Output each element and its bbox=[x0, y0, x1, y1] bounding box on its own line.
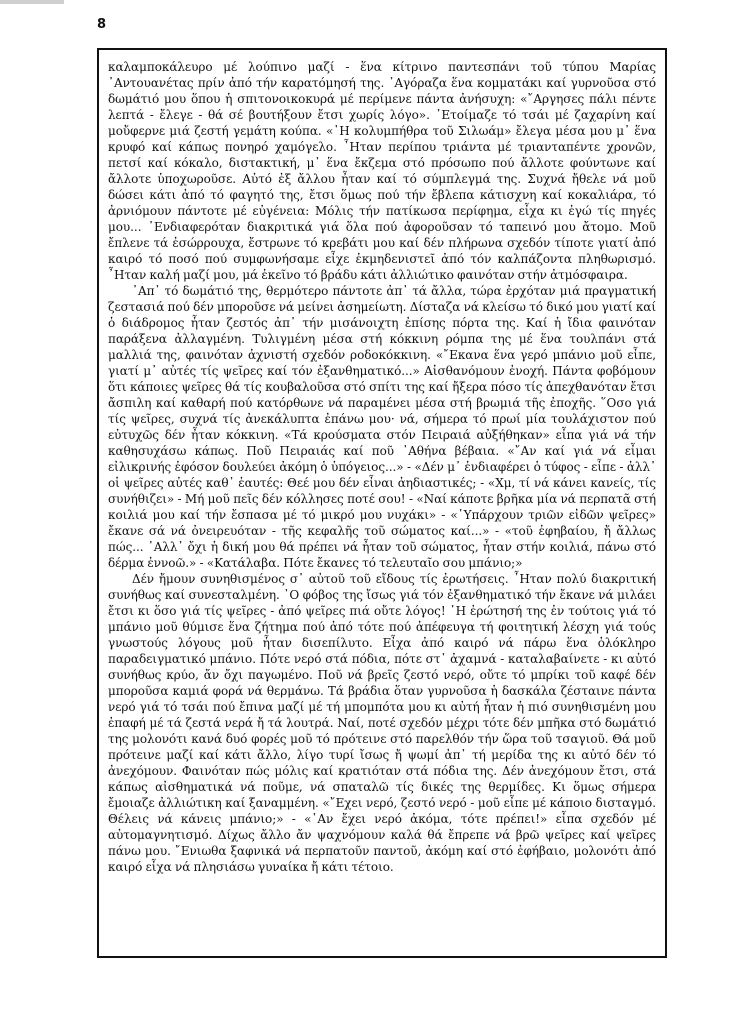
paragraph-3: Δέν ἤμουν συνηθισμένος σ᾽ αὐτοῦ τοῦ εἴδους τίς ἐρωτήσεις. ῏Ηταν πολύ διακριτική συνήθως καί συνεσταλμένη. ᾽Ο φόβος της ἴσως γιά τόν ἐξανθηματικό τήν ἔκανε νά μιλάει ἔτσι κι ὅσο γιά τίς ψεῖρες - ἀπό ψεῖρες πιά οὔτε λόγος! ῾Η ἐρώτησή της ἐν τούτοις γιά τό μπάνιο μοῦ θύμισε ἕνα ζήτημα πού ἀπό τότε πού ἀπέφευγα τή φοιτητική λέσχη γιά τούς γνωστούς λόγους μοῦ ἦταν δισεπίλυτο. Εἶχα ἀπό καιρό νά πάρω ἕνα ὁλόκληρο παραδειγματικό μπάνιο. Πότε νερό στά πόδια, πότε στ᾽ ἀχαμνά - καταλαβαίνετε - κι αὐτό συνήθως κρύο, ἄν ὄχι παγωμένο. Ποῦ νά βρεῖς ζεστό νερό, οὔτε τό μπρίκι τοῦ καφέ δέν μποροῦσα καμιά φορά νά θερμάνω. Τά βράδια ὅταν γυρνοῦσα ἡ δασκάλα ζέσταινε πάντα νερό γιά τό τσάι πού ἔπινα μαζί μέ τή μπομπότα μου κι αὐτή ἦταν ἡ πιό συνηθισμένη μου ἐπαφή μέ τά ζεστά νερά ἤ τά λουτρά. Ναί, ποτέ σχεδόν μέχρι τότε δέν μπῆκα στό δωμάτιό της μολονότι κανά δυό φορές μοῦ τό πρότεινε στό παρελθόν τήν ὥρα τοῦ τσαγιοῦ. Θά μοῦ πρότεινε μαζί καί κάτι ἄλλο, λίγο τυρί ἴσως ἤ ψωμί ἀπ᾽ τή μερίδα της κι αὐτό δέν τό ἀνεχόμουν. Φαινόταν πώς μόλις καί κρατιόταν στά πόδια της. Δέν ἀνεχόμουν ἔτσι, στά κάπως αἰσθηματικά νά ποῦμε, νά σπαταλῶ τίς δικές της θερμίδες. Κι ὅμως σήμερα ἔμοιαζε ἀλλιώτικη καί ξαναμμένη. «῎Εχει νερό, ζεστό νερό - μοῦ εἶπε μέ κάποιο δισταγμό. Θέλεις νά κάνεις μπάνιο;» - «᾽Αν ἔχει νερό ἀκόμα, τότε πρέπει!» εἶπα σχεδόν μέ αὐτομαγνητισμό. Δίχως ἄλλο ἄν ψαχνόμουν καλά θά ἔπρεπε νά βρῶ ψεῖρες καί ψεῖρες πάνω μου. ῎Ενιωθα ξαφνικά νά περπατοῦν παντοῦ, ἀκόμη καί στό ἐφήβαιο, μολονότι ἀπό καιρό εἶχα νά πλησιάσω γυναίκα ἤ κάτι τέτοιο. bbox=[108, 572, 656, 874]
scan-corner-mark bbox=[0, 0, 64, 4]
text-frame bbox=[97, 48, 667, 958]
paragraph-1: καλαμποκάλευρο μέ λούπινο μαζί - ἕνα κίτρινο παντεσπάνι τοῦ τύπου Μαρίας ᾽Αντουανέτας πρίν ἀπό τήν καρατόμησή της. ᾽Αγόραζα ἕνα κομματάκι καί γυρνοῦσα στό δωμάτιό μου ὅπου ἡ σπιτονοικοκυρά μέ περίμενε πάντα ἀνήσυχη: «῎Αργησες πάλι πέντε λεπτά - ἔλεγε - θά σέ βουτήξουν ἔτσι χωρίς λόγο». ᾽Ετοίμαζε τό τσάι μέ ζαχαρίνη καί μοὔφερνε μιά ζεστή γεμάτη κούπα. «᾽Η κολυμπήθρα τοῦ Σιλωάμ» ἔλεγα μέσα μου μ᾽ ἕνα κρυφό καί κάπως πονηρό χαμόγελο. ῏Ηταν περίπου τριάντα μέ τριανταπέντε χρονῶν, πετσί καί κόκαλο, διστακτική, μ᾽ ἕνα ἔκζεμα στό πρόσωπο πού ἄλλοτε φούντωνε καί ἄλλοτε ὑποχωροῦσε. Αὐτό ἐξ ἄλλου ἦταν καί τό σύμπλεγμά της. Συχνά ἤθελε νά μοῦ δώσει κάτι ἀπό τό φαγητό της, ἔτσι ὅμως πού τήν ἔβλεπα κάτισχνη καί κοκαλιάρα, τό ἀρνιόμουν πάντοτε μέ εὐγένεια: Μόλις τήν πατίκωσα περίφημα, εἶχα κι ἐγώ τίς πηγές μου... ᾽Ενδιαφερόταν διακριτικά γιά ὅλα πού ἀφοροῦσαν τό ταπεινό μου ἄτομο. Μοῦ ἔπλενε τά ἐσώρρουχα, ἔστρωνε τό κρεβάτι μου καί δέν πλήρωνα σχεδόν τίποτε γιατί ἀπό καιρό τό ποσό πού συμφωνήσαμε εἶχε ἐκμηδενιστεῖ ἀπό τόν καλπάζοντα πληθωρισμό. ῏Ηταν καλή μαζί μου, μά ἐκεῖνο τό βράδυ κάτι ἀλλιώτικο φαινόταν στήν ἀτμόσφαιρα. bbox=[108, 60, 656, 282]
paragraph-2: ᾽Απ᾽ τό δωμάτιό της, θερμότερο πάντοτε ἀπ᾽ τά ἄλλα, τώρα ἐρχόταν μιά πραγματική ζεστασιά πού δέν μποροῦσε νά μείνει ἀσημείωτη. Δίσταζα νά κλείσω τό δικό μου γιατί καί ὁ διάδρομος ἦταν ζεστός ἀπ᾽ τήν μισάνοιχτη ἐπίσης πόρτα της. Καί ἡ ἴδια φαινόταν παράξενα ἀλλαγμένη. Τυλιγμένη μέσα στή κόκκινη ρόμπα της μέ ἕνα τουλπάνι στά μαλλιά της, φαινόταν ἀχνιστή σχεδόν ροδοκόκκινη. «῎Εκανα ἕνα γερό μπάνιο μοῦ εἶπε, γιατί μ᾽ αὐτές τίς ψεῖρες καί τόν ἐξανθηματικό...» Αἰσθανόμουν ἐνοχή. Πάντα φοβόμουν ὅτι κάποιες ψεῖρες θά τίς κουβαλοῦσα στό σπίτι της καί ἤξερα πόσο τίς ἀπεχθανόταν ἔτσι ἄσπιλη καί καθαρή πού κατόρθωνε νά παραμένει μέσα στή βρωμιά τῆς ἐποχῆς. ῞Οσο γιά τίς ψεῖρες, συχνά τίς ἀνεκάλυπτα ἐπάνω μου· νά, σήμερα τό πρωί μία τουλάχιστον πού εὐτυχῶς δέν ἦταν κόκκινη. «Τά κρούσματα στόν Πειραιά αὐξήθηκαν» εἶπα γιά νά τήν καθησυχάσω κάπως. Ποῦ Πειραιάς καί ποῦ ᾽Αθήνα βέβαια. «῎Αν καί γιά νά εἶμαι εἰλικρινής ἐφόσον δουλεύει ἀκόμη ὁ ὑπόγειος...» - «Δέν μ᾽ ἐνδιαφέρει ὁ τύφος - εἶπε - ἀλλ᾽ οἱ ψεῖρες αὐτές καθ᾽ ἑαυτές: Θεέ μου δέν εἶναι ἀηδιαστικές; - «Χμ, τί νά κάνει κανείς, τίς συνήθιζει» - Μή μοῦ πεῖς δέν κόλλησες ποτέ σου! - «Ναί κάποτε βρῆκα μία νά περπατᾶ στή κοιλιά μου καί τήν ἔσπασα μέ τό μικρό μου νυχάκι» - «῾Υπάρχουν τριῶν εἰδῶν ψεῖρες» ἔκανε σά νά ὀνειρευόταν - τῆς κεφαλῆς τοῦ σώματος καί...» - «τοῦ ἐφηβαίου, ἤ ἄλλως πώς... ᾽Αλλ᾽ ὄχι ἡ δική μου θά πρέπει νά ἦταν τοῦ σώματος, ἦταν στήν κοιλιά, πάνω στό δέρμα ἐννοῶ.» - «Κατάλαβα. Πότε ἔκανες τό τελευταῖο σου μπάνιο;» bbox=[108, 284, 656, 570]
page-number: 8 bbox=[97, 17, 107, 32]
